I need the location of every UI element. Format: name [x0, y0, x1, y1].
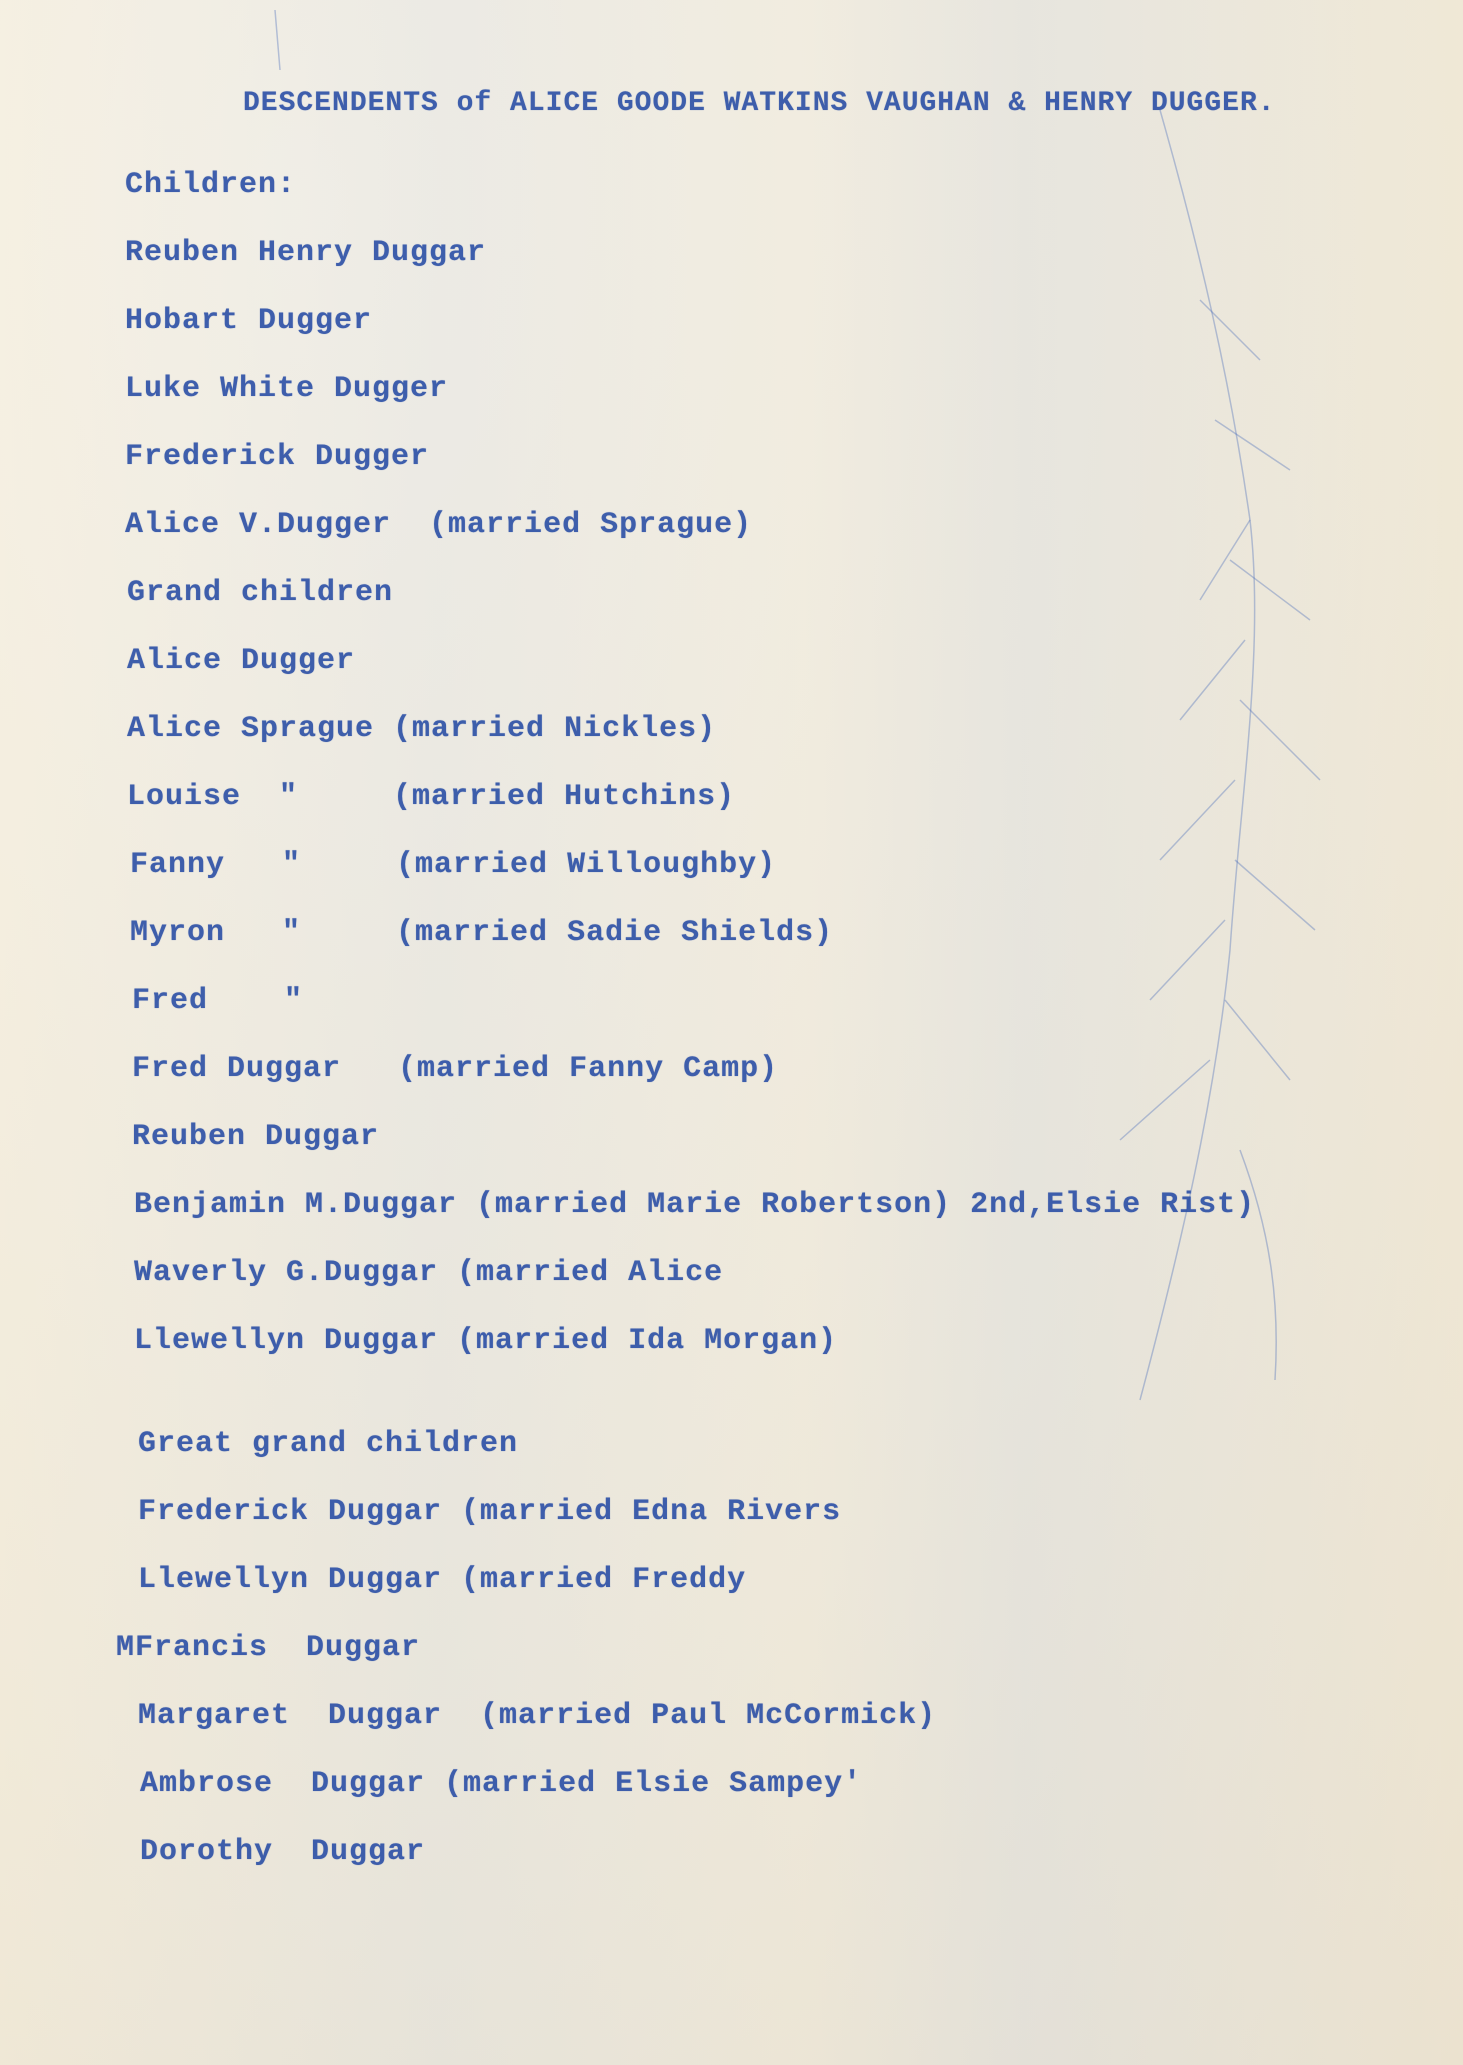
- great-grandchild-entry: Llewellyn Duggar (married Freddy: [138, 1563, 747, 1597]
- document-title: DESCENDENTS of ALICE GOODE WATKINS VAUGHAN & HENRY DUGGER.: [243, 88, 1276, 119]
- grandchild-entry: Fred ": [132, 984, 304, 1018]
- children-heading: Children:: [125, 168, 297, 202]
- grandchild-entry: Reuben Duggar: [132, 1120, 380, 1154]
- grandchild-entry: Myron " (married Sadie Shields): [130, 916, 834, 950]
- great-grandchild-entry: Frederick Duggar (married Edna Rivers: [138, 1495, 842, 1529]
- grandchild-entry: Alice Dugger: [127, 644, 356, 678]
- child-entry: Frederick Dugger: [125, 440, 430, 474]
- great-grandchild-entry: Dorothy Duggar: [140, 1835, 426, 1869]
- child-entry: Luke White Dugger: [125, 372, 449, 406]
- great-grandchild-entry: MFrancis Duggar: [116, 1631, 421, 1665]
- grandchild-entry: Alice Sprague (married Nickles): [127, 712, 717, 746]
- grandchild-entry: Fanny " (married Willoughby): [130, 848, 777, 882]
- grandchild-entry: Llewellyn Duggar (married Ida Morgan): [134, 1324, 838, 1358]
- grandchildren-heading: Grand children: [127, 576, 394, 610]
- grandchild-entry: Benjamin M.Duggar (married Marie Robertson) 2nd,Elsie Rist): [134, 1188, 1256, 1222]
- great-grandchildren-heading: Great grand children: [138, 1427, 519, 1461]
- child-entry: Hobart Dugger: [125, 304, 373, 338]
- grandchild-entry: Waverly G.Duggar (married Alice: [134, 1256, 724, 1290]
- child-entry: Alice V.Dugger (married Sprague): [125, 508, 753, 542]
- child-entry: Reuben Henry Duggar: [125, 236, 487, 270]
- great-grandchild-entry: Margaret Duggar (married Paul McCormick): [138, 1699, 937, 1733]
- great-grandchild-entry: Ambrose Duggar (married Elsie Sampey': [140, 1767, 863, 1801]
- grandchild-entry: Fred Duggar (married Fanny Camp): [132, 1052, 779, 1086]
- grandchild-entry: Louise " (married Hutchins): [127, 780, 736, 814]
